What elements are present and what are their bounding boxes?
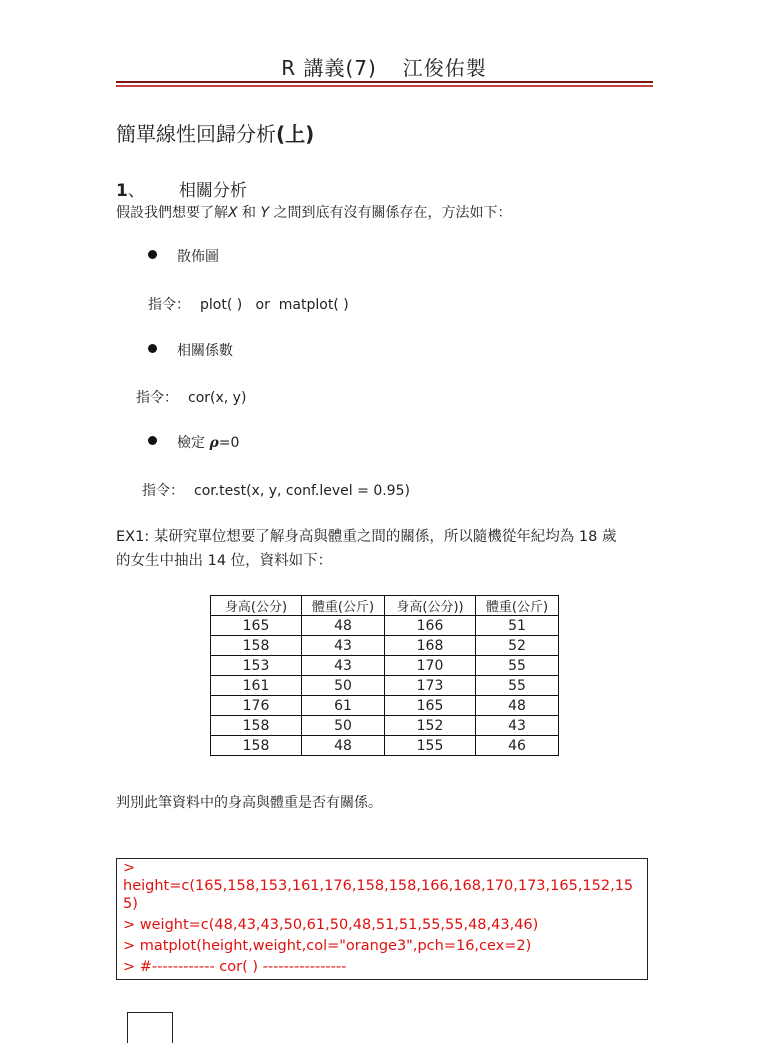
subsection-mark: 、 bbox=[127, 181, 145, 201]
code-line: > matplot(height,weight,col="orange3",pch=16,cex=2) bbox=[123, 938, 532, 954]
rho-symbol: ρ bbox=[209, 435, 219, 451]
code-line: height=c(165,158,153,161,176,158,158,166,168,170,173,165,152,155) bbox=[123, 878, 634, 912]
table-cell: 158 bbox=[211, 636, 302, 656]
table-cell: 46 bbox=[476, 736, 559, 756]
command-cor-test bbox=[142, 480, 410, 500]
command-scatterplot bbox=[148, 294, 349, 314]
bullet-label: 檢定 bbox=[177, 435, 210, 451]
intro-var-x: X bbox=[228, 205, 238, 221]
table-cell: 158 bbox=[211, 736, 302, 756]
table-header-cell: 體重(公斤) bbox=[302, 596, 385, 616]
table-cell: 153 bbox=[211, 656, 302, 676]
subsection-number: 1 bbox=[116, 181, 128, 201]
table-cell: 52 bbox=[476, 636, 559, 656]
header-rule-red bbox=[116, 85, 653, 87]
table-cell: 158 bbox=[211, 716, 302, 736]
intro-text-3: 之間到底有沒有關係存在，方法如下： bbox=[269, 205, 512, 221]
example-paragraph bbox=[116, 525, 656, 573]
subsection-text: 相關分析 bbox=[178, 181, 247, 201]
bullet-test-rho bbox=[148, 432, 239, 452]
table-cell: 165 bbox=[385, 696, 476, 716]
table-cell: 43 bbox=[302, 636, 385, 656]
bullet-scatterplot bbox=[148, 246, 219, 266]
data-table bbox=[210, 595, 559, 756]
table-header-cell: 身高(公分)) bbox=[385, 596, 476, 616]
code-block bbox=[116, 858, 648, 980]
command-text: cor.test(x, y, conf.level = 0.95) bbox=[194, 483, 410, 499]
table-cell: 43 bbox=[302, 656, 385, 676]
table-cell: 61 bbox=[302, 696, 385, 716]
bullet-dot-icon bbox=[148, 344, 157, 353]
intro-var-y: Y bbox=[260, 205, 270, 221]
code-line: > weight=c(48,43,43,50,61,50,48,51,51,55,55,48,43,46) bbox=[123, 917, 539, 933]
table-cell: 155 bbox=[385, 736, 476, 756]
bullet-correlation bbox=[148, 340, 233, 360]
intro-paragraph bbox=[116, 202, 512, 222]
code-line: > bbox=[123, 860, 136, 876]
table-header-row bbox=[211, 596, 559, 616]
table-cell: 176 bbox=[211, 696, 302, 716]
table-row bbox=[211, 696, 559, 716]
example-line-2: 的女生中抽出 14 位，資料如下： bbox=[116, 553, 333, 569]
header-title-right: 江俊佑製 bbox=[402, 56, 487, 80]
command-label: 指令： bbox=[136, 390, 178, 406]
bullet-label: 散佈圖 bbox=[177, 249, 219, 265]
table-cell: 43 bbox=[476, 716, 559, 736]
table-cell: 48 bbox=[476, 696, 559, 716]
command-label: 指令： bbox=[142, 483, 184, 499]
subsection-title bbox=[116, 176, 247, 201]
code-line: > #------------ cor( ) ---------------- bbox=[123, 959, 347, 975]
table-cell: 161 bbox=[211, 676, 302, 696]
table-cell: 152 bbox=[385, 716, 476, 736]
table-cell: 165 bbox=[211, 616, 302, 636]
intro-text-2: 和 bbox=[237, 205, 261, 221]
table-cell: 48 bbox=[302, 616, 385, 636]
section-title-text: 簡單線性回歸分析 bbox=[116, 122, 276, 146]
table-row bbox=[211, 616, 559, 636]
bullet-label: 相關係數 bbox=[177, 343, 233, 359]
table-header-cell: 身高(公分) bbox=[211, 596, 302, 616]
table-row bbox=[211, 636, 559, 656]
table-row bbox=[211, 736, 559, 756]
table-cell: 166 bbox=[385, 616, 476, 636]
bullet-dot-icon bbox=[148, 250, 157, 259]
command-correlation bbox=[136, 387, 246, 407]
table-cell: 55 bbox=[476, 676, 559, 696]
table-header-cell: 體重(公斤) bbox=[476, 596, 559, 616]
question-text: 判別此筆資料中的身高與體重是否有關係。 bbox=[116, 795, 382, 811]
command-text: plot( ) or matplot( ) bbox=[200, 297, 349, 313]
next-code-box bbox=[127, 1012, 173, 1043]
command-label: 指令： bbox=[148, 297, 190, 313]
section-title bbox=[116, 118, 314, 147]
table-cell: 170 bbox=[385, 656, 476, 676]
command-text: cor(x, y) bbox=[188, 390, 247, 406]
section-title-paren: (上) bbox=[276, 122, 315, 146]
bullet-suffix: =0 bbox=[218, 435, 240, 451]
table-cell: 168 bbox=[385, 636, 476, 656]
table-cell: 55 bbox=[476, 656, 559, 676]
intro-text-1: 假設我們想要了解 bbox=[116, 205, 228, 221]
bullet-dot-icon bbox=[148, 436, 157, 445]
table-cell: 50 bbox=[302, 716, 385, 736]
table-row bbox=[211, 656, 559, 676]
table-cell: 51 bbox=[476, 616, 559, 636]
document-header bbox=[0, 52, 768, 81]
table-row bbox=[211, 676, 559, 696]
example-line-1: EX1: 某研究單位想要了解身高與體重之間的關係，所以隨機從年紀均為 18 歲 bbox=[116, 529, 617, 545]
header-rule-dark bbox=[116, 81, 653, 83]
header-title-left: R 講義(7) bbox=[281, 56, 377, 80]
table-cell: 173 bbox=[385, 676, 476, 696]
table-cell: 48 bbox=[302, 736, 385, 756]
table-cell: 50 bbox=[302, 676, 385, 696]
table-row bbox=[211, 716, 559, 736]
